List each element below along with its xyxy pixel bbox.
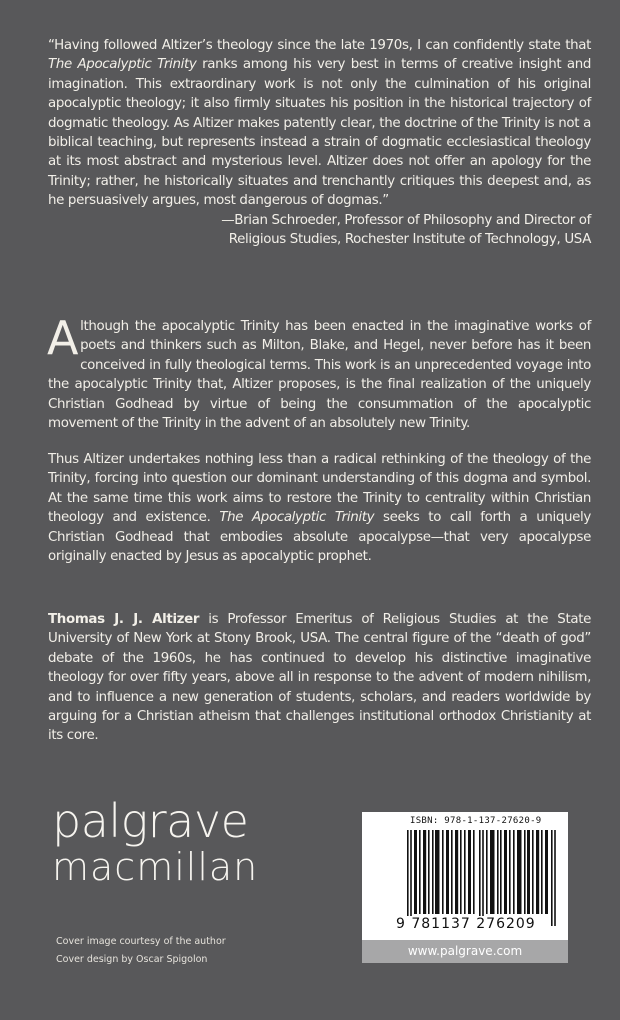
author-name: Thomas J. J. Altizer [48, 612, 200, 627]
publisher-url: www.palgrave.com [362, 940, 568, 963]
quote-attribution-line2: Religious Studies, Rochester Institute of Technology, USA [228, 232, 591, 248]
logo-line1: palgrave [52, 794, 249, 848]
author-bio [48, 610, 591, 746]
description-paragraph-2 [48, 450, 591, 566]
description-text [48, 450, 591, 566]
cover-credits [56, 933, 226, 969]
bio-text [48, 610, 591, 746]
barcode-digits: 9 781137 276209 [396, 916, 536, 932]
isbn-barcode [362, 812, 568, 963]
description-text-part: Thus Altizer undertakes nothing less than a radical rethinking of the theology of the Trinity, forcing into question our dominant understanding of this dogma and symbol. At the same time this work aims to restore the Trinity to centrality within Christian theology and existence. [48, 452, 591, 526]
quote-text [48, 36, 591, 211]
drop-cap: A [47, 311, 79, 365]
book-title: The Apocalyptic Trinity [48, 57, 197, 73]
isbn-label: ISBN: 978-1-137-27620-9 [410, 816, 542, 826]
quote-text-part: “Having followed Altizer’s theology since the late 1970s, I can confidently state that [48, 38, 591, 53]
description-text-part: seeks to call forth a uniquely Christian Godhead that embodies absolute apocalypse—that very apocalypse originally enacted by Jesus as apocalyptic prophet. [48, 510, 591, 565]
description-paragraph-1 [47, 311, 591, 433]
endorsement-quote [48, 36, 591, 249]
bio-text-part: is Professor Emeritus of Religious Studies at the State University of New York at Stony Brook, USA. The central figure of the “death of god” debate of the 1960s, he has continued to develop his distinctive imaginative theology for over fifty years, above all in response to the advent of modern nihilism, and to influence a new generation of students, scholars, and readers worldwide by arguing for a Christian atheism that challenges institutional orthodox Christianity at its core. [48, 612, 591, 744]
description-text [47, 311, 591, 433]
logo-line2: macmillan [52, 845, 259, 889]
image-credit: Cover image courtesy of the author [56, 936, 226, 947]
barcode-icon [407, 830, 557, 926]
quote-attribution-line1: —Brian Schroeder, Professor of Philosophy and Director of [221, 212, 591, 228]
publisher-logo [52, 794, 259, 889]
quote-text-part: ranks among his very best in terms of creative insight and imagination. This extraordinary work is not only the culmination of his original apocalyptic theology; it also firmly situates his position in the historical trajectory of dogmatic theology. As Altizer makes patently clear, the doctrine of the Trinity is not a biblical teaching, but represents instead a strain of dogmatic ecclesiastical theology at its most abstract and mysterious level. Altizer does not offer an apology for the Trinity; rather, he historically situates and trenchantly critiques this deepest and, as he persuasively argues, most dangerous of dogmas.” [48, 57, 591, 209]
design-credit: Cover design by Oscar Spigolon [56, 954, 208, 965]
description-text-part: lthough the apocalyptic Trinity has been enacted in the imaginative works of poets and thinkers such as Milton, Blake, and Hegel, never before has it been conceived in fully theological terms. This work is an unprecedented voyage into the apocalyptic Trinity that, Altizer proposes, is the final realization of the uniquely Christian Godhead by virtue of being the consummation of the apocalyptic movement of the Trinity in the advent of an absolutely new Trinity. [48, 319, 591, 432]
book-title: The Apocalyptic Trinity [219, 510, 375, 526]
